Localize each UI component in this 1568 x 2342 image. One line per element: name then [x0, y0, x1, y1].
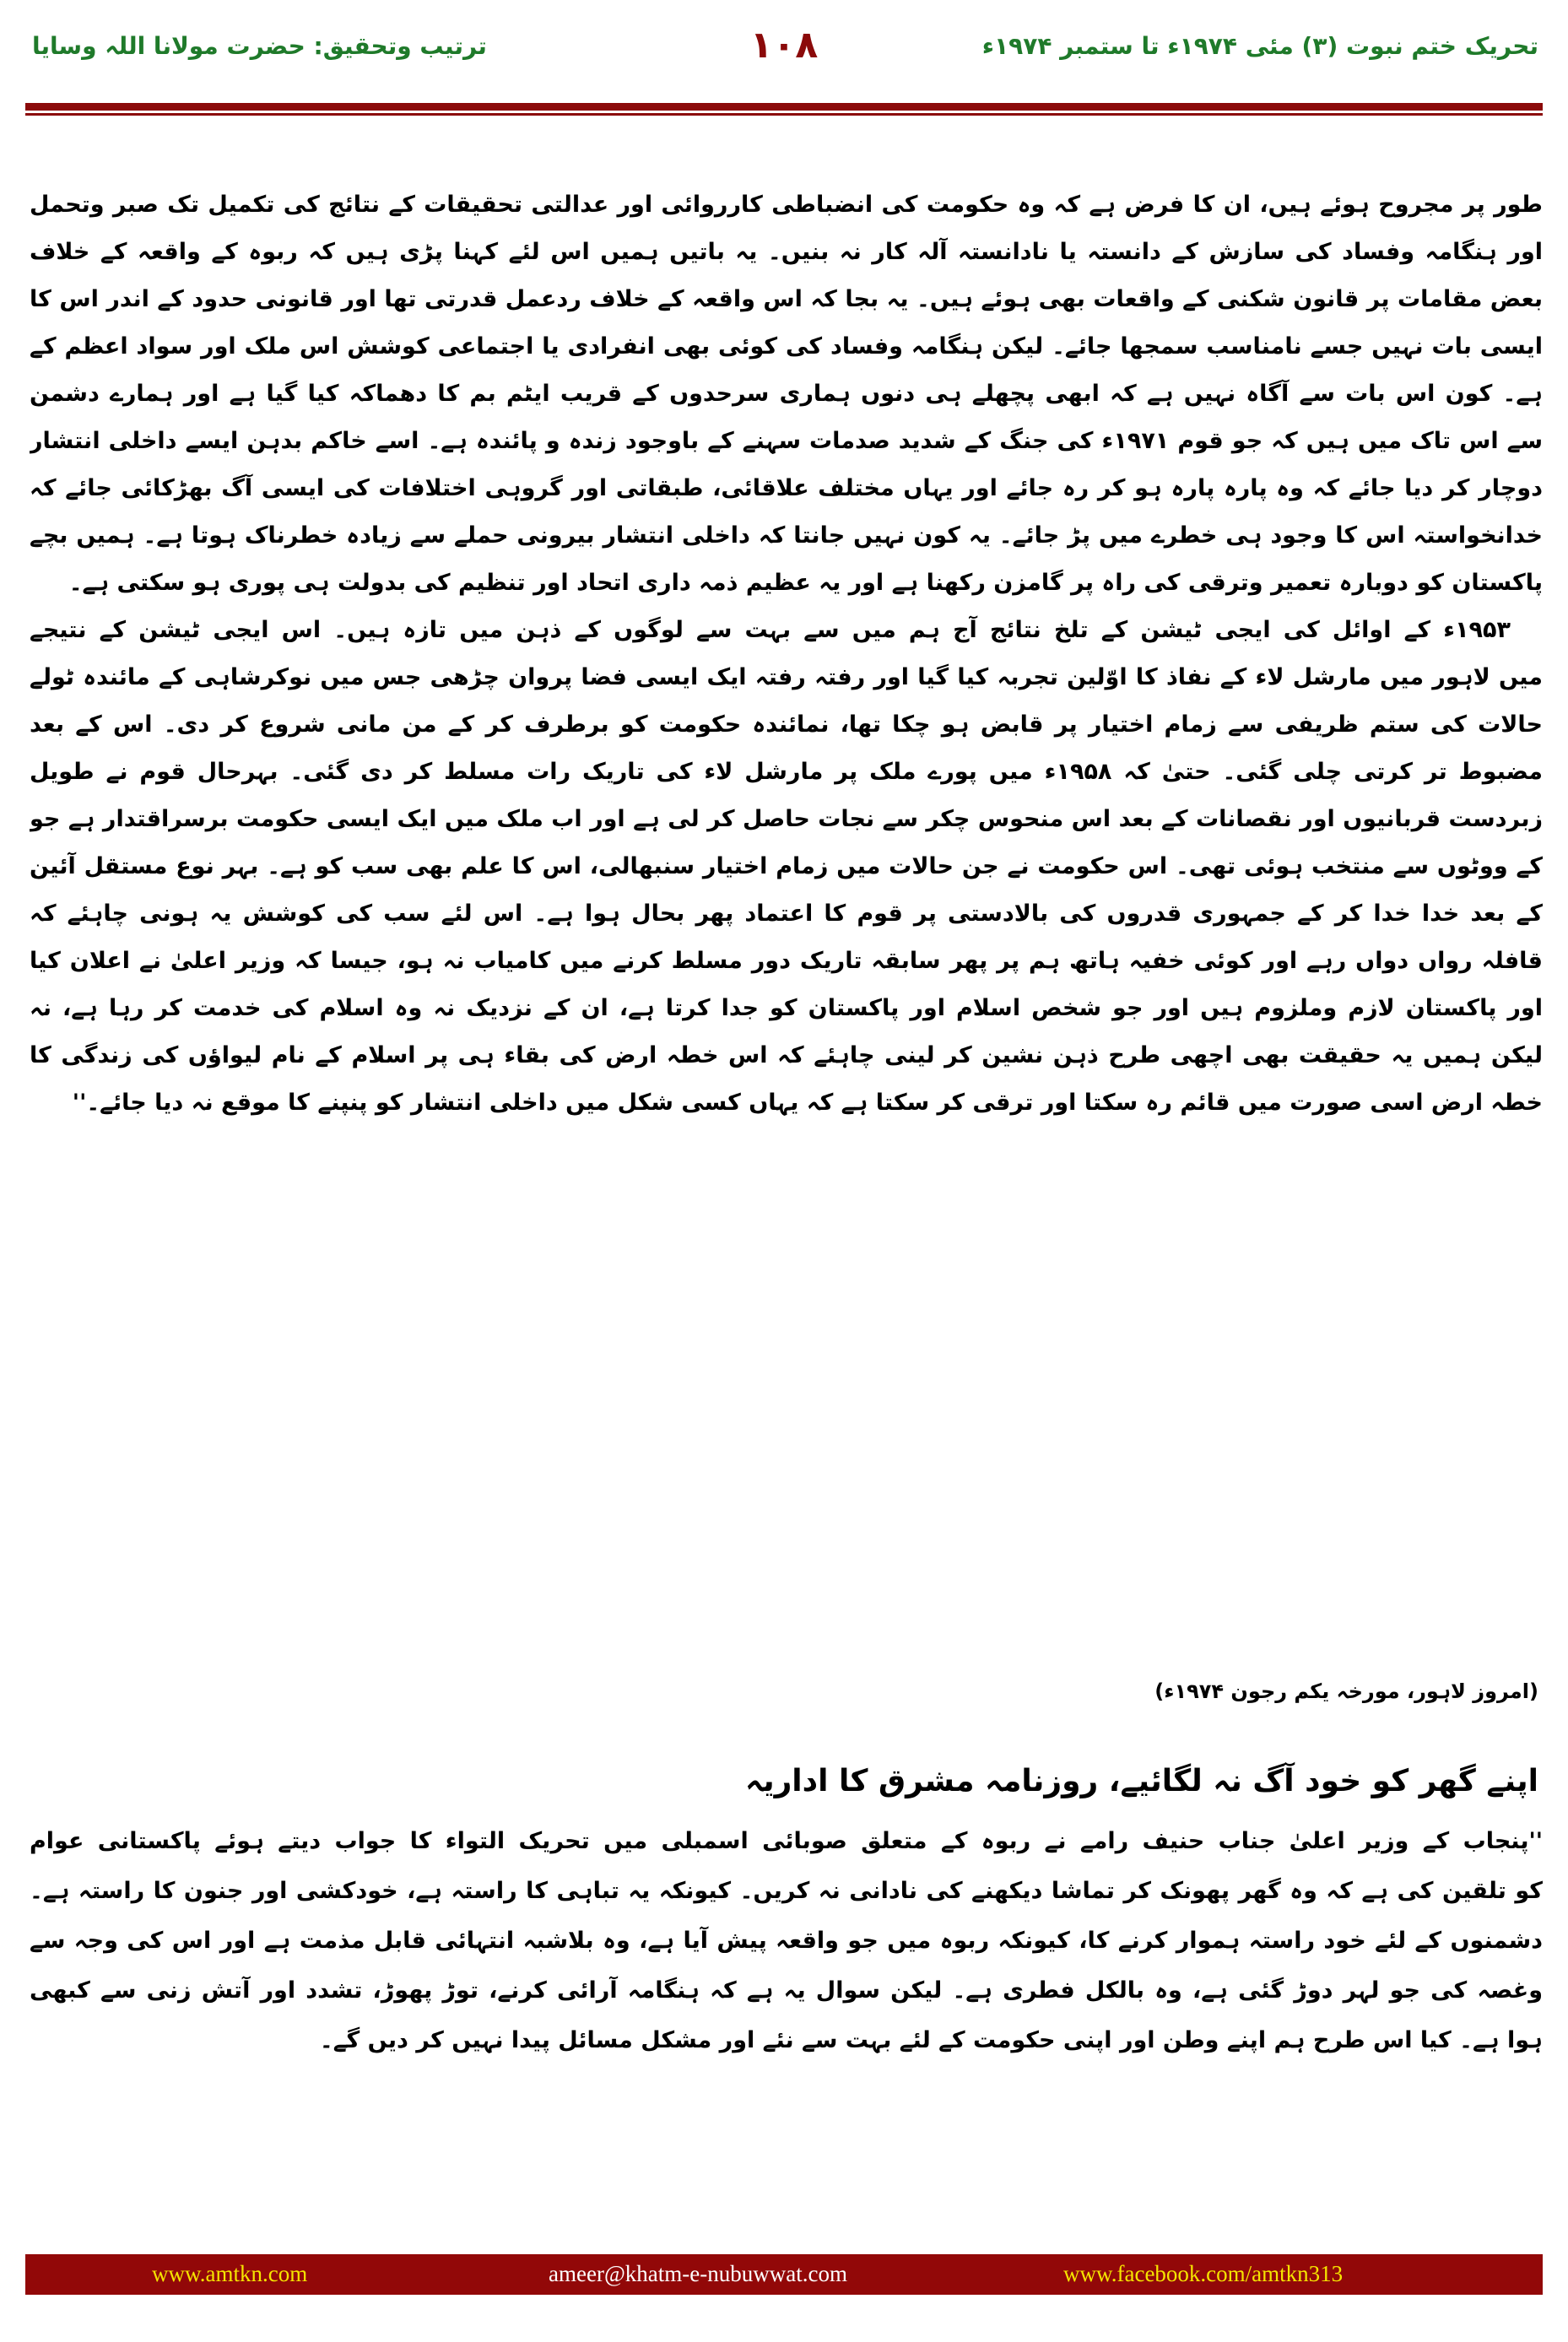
text-line: کے ووٹوں سے منتخب ہوئی تھی۔ اس حکومت نے جن حالات میں زمام اختیار سنبھالی، اس کا علم بھی سب کو ہے۔ بہر نوع مستقل آئین: [30, 853, 1543, 879]
header-rule-thin: [25, 113, 1543, 116]
text-line: پاکستان کو دوبارہ تعمیر وترقی کی راہ پر گامزن رکھنا ہے اور یہ عظیم ذمہ داری اتحاد اور تنظیم کی بدولت ہی پوری ہو سکتی ہے۔: [68, 570, 1543, 596]
text-line: وغصہ کی جو لہر دوڑ گئی ہے، وہ بالکل فطری ہے۔ لیکن سوال یہ ہے کہ ہنگامہ آرائی کرنے، توڑ پھوڑ، تشدد اور آتش زنی سے کبھی: [30, 1977, 1543, 2004]
website-link[interactable]: www.amtkn.com: [152, 2261, 308, 2286]
text-line: خدانخواستہ اس کا وجود ہی خطرے میں پڑ جائے۔ یہ کون نہیں جانتا کہ داخلی انتشار بیرونی حملے سے زیادہ خطرناک ہوتا ہے۔ ہمیں بچے: [30, 522, 1543, 549]
source-citation: (امروز لاہور، مورخہ یکم رجون ۱۹۷۴ء): [1154, 1679, 1538, 1703]
facebook-link[interactable]: www.facebook.com/amtkn313: [1063, 2261, 1344, 2286]
text-line: ۱۹۵۳ء کے اوائل کی ایجی ٹیشن کے تلخ نتائج آج ہم میں سے بہت سے لوگوں کے ذہن میں تازہ ہیں۔ اس ایجی ٹیشن کے نتیجے: [30, 617, 1511, 643]
article-amroz: [30, 181, 1543, 1127]
text-line: حالات کی ستم ظریفی سے زمام اختیار پر قابض ہو چکا تھا، نمائندہ حکومت کو برطرف کر کے من مانی شروع کر دی۔ اس کے بعد: [30, 711, 1543, 738]
page-number: ۱۰۸: [749, 24, 819, 67]
section-heading: اپنے گھر کو خود آگ نہ لگائیے، روزنامہ مشرق کا اداریہ: [744, 1764, 1538, 1798]
text-line: کو تلقین کی ہے کہ وہ گھر پھونک کر تماشا دیکھنے کی نادانی نہ کریں۔ کیونکہ یہ تباہی کا راستہ ہے، خودکشی اور جنون کا راستہ ہے۔: [30, 1878, 1543, 1904]
book-title: تحریک ختم نبوت (۳) مئی ۱۹۷۴ء تا ستمبر ۱۹۷۴ء: [981, 32, 1538, 60]
text-line: اور ہنگامہ وفساد کی سازش کے دانستہ یا نادانستہ آلہ کار نہ بنیں۔ یہ باتیں ہمیں اس لئے کہنا پڑی ہیں کہ ربوہ کے واقعہ کے خلاف: [30, 239, 1543, 265]
email-link[interactable]: ameer@khatm-e-nubuwwat.com: [549, 2261, 847, 2286]
text-line: میں لاہور میں مارشل لاء کے نفاذ کا اوّلین تجربہ کیا گیا اور رفتہ رفتہ ایک ایسی فضا پروان چڑھی جس میں نوکرشاہی کے مائندہ ٹولے: [30, 664, 1543, 690]
text-line: زبردست قربانیوں اور نقصانات کے بعد اس منحوس چکر سے نجات حاصل کر لی ہے اور اب ملک میں ایک ایسی حکومت برسراقتدار ہے جو: [30, 806, 1543, 832]
text-line: کے بعد خدا خدا کر کے جمہوری قدروں کی بالادستی پر قوم کا اعتماد پھر بحال ہوا ہے۔ اس لئے سب کی کوشش یہ ہونی چاہئے کہ: [30, 901, 1543, 927]
text-line: ہے۔ کون اس بات سے آگاہ نہیں ہے کہ ابھی پچھلے ہی دنوں ہماری سرحدوں کے قریب ایٹم بم کا دھماکہ کیا گیا ہے اور ہمارے دشمن: [30, 381, 1543, 407]
footer-bar: [25, 2254, 1543, 2295]
text-line: مضبوط تر کرتی چلی گئی۔ حتیٰ کہ ۱۹۵۸ء میں پورے ملک پر مارشل لاء کی تاریک رات مسلط کر دی گئی۔ بہرحال قوم نے طویل: [30, 759, 1543, 785]
text-line: دشمنوں کے لئے خود راستہ ہموار کرنے کا، کیونکہ ربوہ میں جو واقعہ پیش آیا ہے، وہ بلاشبہ انتہائی قابل مذمت ہے اور اس کی وجہ سے: [30, 1928, 1543, 1954]
text-line: ہوا ہے۔ کیا اس طرح ہم اپنے وطن اور اپنی حکومت کے لئے بہت سے نئے اور مشکل مسائل پیدا نہیں کر دیں گے۔: [319, 2027, 1543, 2053]
text-line: دوچار کر دیا جائے کہ وہ پارہ پارہ ہو کر رہ جائے اور یہاں مختلف علاقائی، طبقاتی اور گروہی اختلافات کی ایسی آگ بھڑکائی جائے کہ: [30, 475, 1543, 501]
text-line: طور پر مجروح ہوئے ہیں، ان کا فرض ہے کہ وہ حکومت کی انضباطی کارروائی اور عدالتی تحقیقات کے نتائج کی تکمیل تک صبر وتحمل: [30, 192, 1543, 218]
text-line: لیکن ہمیں یہ حقیقت بھی اچھی طرح ذہن نشین کر لینی چاہئے کہ اس خطہ ارض کی بقاء ہی پر اسلام کے نام لیواؤں کی زندگی کا: [30, 1042, 1543, 1068]
text-line: ایسی بات نہیں جسے نامناسب سمجھا جائے۔ لیکن ہنگامہ وفساد کی کوئی بھی انفرادی یا اجتماعی کوشش اس ملک اور سواد اعظم کے: [30, 333, 1543, 360]
text-line: ''پنجاب کے وزیر اعلیٰ جناب حنیف رامے نے ربوہ کے متعلق صوبائی اسمبلی میں تحریک التواء کا جواب دیتے ہوئے پاکستانی عوام: [30, 1828, 1543, 1854]
article-mashriq: [30, 1816, 1543, 2065]
text-line: اور پاکستان لازم وملزوم ہیں اور جو شخص اسلام اور پاکستان کو جدا کرتا ہے، ان کے نزدیک نہ وہ اسلام کی خدمت کر رہا ہے، نہ: [30, 995, 1543, 1021]
text-line: سے اس تاک میں ہیں کہ جو قوم ۱۹۷۱ء کی جنگ کے شدید صدمات سہنے کے باوجود زندہ و پائندہ ہے۔ اسے خاکم بدہن ایسے داخلی انتشار: [30, 428, 1543, 454]
text-line: خطہ ارض اسی صورت میں قائم رہ سکتا اور ترقی کر سکتا ہے کہ یہاں کسی شکل میں داخلی انتشار کو پنپنے کا موقع نہ دیا جائے۔'': [72, 1090, 1543, 1116]
text-line: بعض مقامات پر قانون شکنی کے واقعات بھی ہوئے ہیں۔ یہ بجا کہ اس واقعہ کے خلاف ردعمل قدرتی تھا اور قانونی حدود کے اندر اس کا: [30, 286, 1543, 312]
header-rule: [25, 103, 1543, 111]
text-line: قافلہ رواں دواں رہے اور کوئی خفیہ ہاتھ ہم پر پھر سابقہ تاریک دور مسلط کرنے میں کامیاب نہ ہو، جیسا کہ وزیر اعلیٰ نے اعلان کیا: [30, 948, 1543, 974]
compiler-credit: ترتیب وتحقیق: حضرت مولانا اللہ وسایا: [32, 32, 487, 60]
